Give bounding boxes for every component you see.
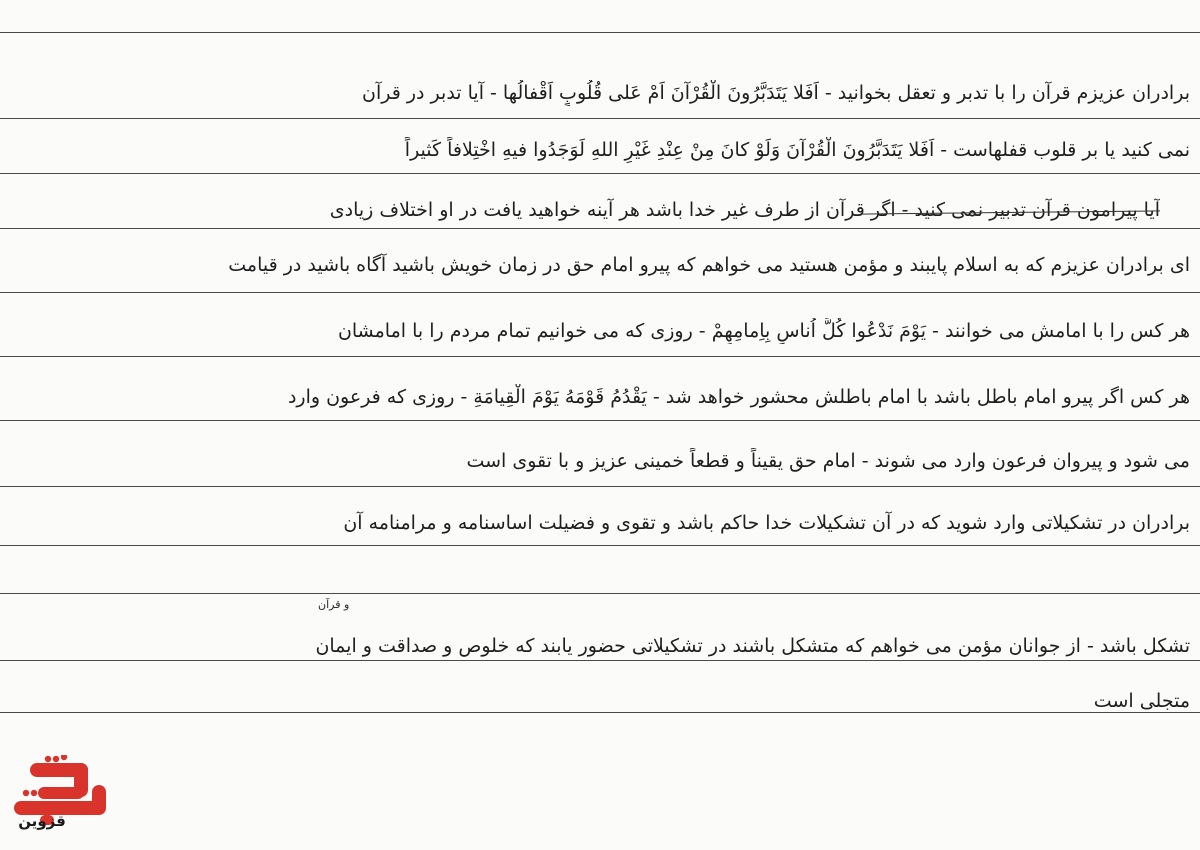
letter-line-9: تشکل باشد - از جوانان مؤمن می خواهم که متشکل باشند در تشکیلاتی حضور یابند که خلوص و صداقت و ایمان [315, 635, 1190, 657]
ruled-line [0, 545, 1200, 546]
letter-line-1: برادران عزیزم قرآن را با تدبر و تعقل بخوانید - اَفَلا یَتَدَبَّرُونَ الْقُرْآنَ اَمْ عَلی قُلُوبٍ اَقْفالُها - آیا تدبر در قرآن [362, 82, 1190, 104]
ruled-line [0, 118, 1200, 119]
ruled-line [0, 486, 1200, 487]
letter-line-3: آیا پیرامون قرآن تدبیر نمی کنید - اگر قرآن از طرف غیر خدا باشد هر آینه خواهید یافت در او اختلاف زیادی [329, 199, 1160, 221]
letter-line-8: برادران در تشکیلاتی وارد شوید که در آن تشکیلات خدا حاکم باشد و تقوی و فضیلت اساسنامه و مرامنامه آن [343, 512, 1190, 534]
letter-line-10: متجلی است [1093, 690, 1190, 712]
letter-line-6: هر کس اگر پیرو امام باطل باشد با امام باطلش محشور خواهد شد - یَقْدُمُ قَوْمَهُ یَوْمَ الْقِیامَةِ - روزی که فرعون وارد [287, 386, 1190, 408]
ruled-line [0, 593, 1200, 594]
ruled-line [0, 356, 1200, 357]
ruled-line [0, 660, 1200, 661]
ruled-line [0, 32, 1200, 33]
ruled-line [0, 173, 1200, 174]
letter-line-7: می شود و پیروان فرعون وارد می شوند - امام حق یقیناً و قطعاً خمینی عزیز و با تقوی است [466, 450, 1190, 472]
navid-shahed-logo [8, 755, 118, 845]
ruled-line [0, 292, 1200, 293]
letter-line-5: هر کس را با امامش می خوانند - یَوْمَ نَدْعُوا کُلَّ اُناسٍ بِاِمامِهِمْ - روزی که می خوانیم تمام مردم را با امامشان [337, 320, 1190, 342]
letter-line-2: نمی کنید یا بر قلوب قفلهاست - اَفَلا یَتَدَبَّرُونَ الْقُرْآنَ وَلَوْ کانَ مِنْ عِنْدِ غَیْرِ اللهِ لَوَجَدُوا فیهِ اخْتِلافاً کَثیراً [404, 139, 1190, 161]
letter-line-4: ای برادران عزیزم که به اسلام پایبند و مؤمن هستید می خواهم که پیرو امام حق در زمان خویش باشید آگاه باشید در قیامت [228, 254, 1190, 276]
logo-city-label: قزوین [18, 812, 66, 830]
ruled-line [0, 228, 1200, 229]
margin-note: و قرآن [318, 598, 350, 611]
ruled-line [0, 420, 1200, 421]
